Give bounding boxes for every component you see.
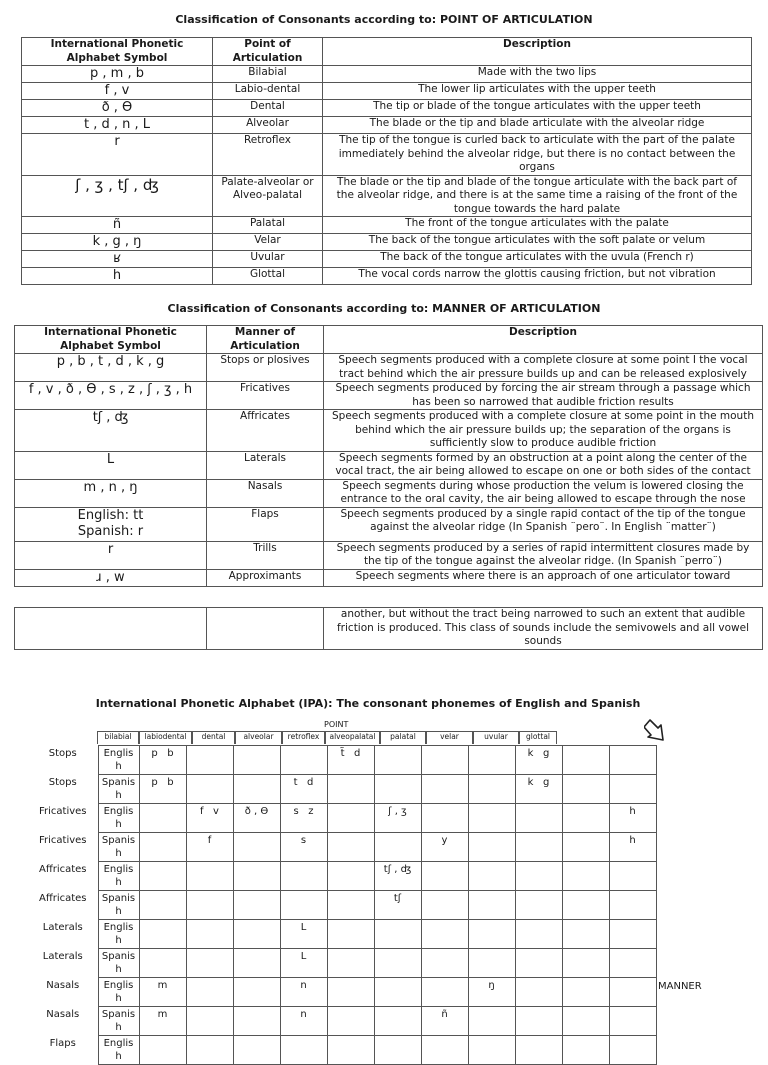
articulation-point: Velar <box>213 234 323 251</box>
ipa-language-cell: English <box>98 920 139 949</box>
ipa-row <box>28 746 656 775</box>
manner-row <box>15 382 763 410</box>
ipa-phoneme-cell <box>374 833 421 862</box>
ipa-phoneme-cell <box>515 862 562 891</box>
ipa-phoneme-cell: p b <box>139 775 186 804</box>
ipa-phoneme-cell <box>233 1036 280 1065</box>
ipa-manner-cell: Affricates <box>38 863 87 875</box>
ipa-phoneme-cell: h <box>609 833 656 862</box>
ipa-phoneme-cell <box>374 775 421 804</box>
ipa-phoneme-cell: f v <box>186 804 233 833</box>
manner-header-manner: Manner of Articulation <box>207 326 324 354</box>
ipa-language-cell: English <box>98 862 139 891</box>
ipa-phoneme-cell <box>139 949 186 978</box>
ipa-phoneme-cell <box>327 1007 374 1036</box>
ipa-phoneme-cell <box>609 1036 656 1065</box>
point-row <box>22 117 752 134</box>
ipa-column-header: glottal <box>519 731 557 744</box>
arrow-down-icon <box>644 718 668 744</box>
ipa-manner-cell: Laterals <box>42 950 83 962</box>
ipa-row <box>28 949 656 978</box>
ipa-phoneme-cell <box>139 920 186 949</box>
ipa-phoneme-cell <box>186 978 233 1007</box>
ipa-phoneme-cell <box>186 1036 233 1065</box>
manner-description: Speech segments produced by a series of rapid intermittent closures made by the tip of the tongue against the alveolar ridge. (In Spanish ¨perro¨) <box>324 541 763 569</box>
ipa-phoneme-cell <box>374 1036 421 1065</box>
ipa-phoneme-cell <box>421 949 468 978</box>
ipa-symbol: f , v <box>22 83 213 100</box>
ipa-phoneme-cell <box>374 1007 421 1036</box>
ipa-row <box>28 862 656 891</box>
ipa-phoneme-cell <box>327 862 374 891</box>
ipa-phoneme-cell <box>468 1036 515 1065</box>
ipa-phoneme-cell <box>374 978 421 1007</box>
ipa-manner-cell: Laterals <box>42 921 83 933</box>
ipa-manner-cell: Stops <box>48 747 77 759</box>
continuation-empty-1 <box>15 608 207 650</box>
ipa-phoneme-cell <box>139 833 186 862</box>
ipa-language-cell: Spanish <box>98 775 139 804</box>
articulation-description: The back of the tongue articulates with the soft palate or velum <box>323 234 752 251</box>
ipa-language-cell: Spanish <box>98 833 139 862</box>
ipa-phoneme-cell <box>233 862 280 891</box>
ipa-phoneme-cell <box>421 978 468 1007</box>
articulation-description: Made with the two lips <box>323 66 752 83</box>
ipa-manner-cell: Stops <box>48 776 77 788</box>
point-table <box>21 37 752 285</box>
manner-description: Speech segments formed by an obstruction at a point along the center of the vocal tract, the air being allowed to escape on one or both sides of the contact <box>324 451 763 479</box>
ipa-phoneme-cell <box>468 804 515 833</box>
ipa-phoneme-cell <box>233 775 280 804</box>
ipa-phoneme-cell: t̃ d <box>327 746 374 775</box>
articulation-point: Uvular <box>213 251 323 268</box>
ipa-phoneme-cell: n <box>280 978 327 1007</box>
ipa-phoneme-cell <box>515 833 562 862</box>
ipa-manner-cell: Nasals <box>46 979 80 991</box>
ipa-language-cell: English <box>98 804 139 833</box>
ipa-phoneme-cell <box>186 891 233 920</box>
articulation-description: The lower lip articulates with the upper teeth <box>323 83 752 100</box>
ipa-phoneme-cell <box>327 949 374 978</box>
ipa-symbol: ʃ , ʒ , tʃ , ʤ <box>22 175 213 217</box>
ipa-row <box>28 920 656 949</box>
ipa-phoneme-cell <box>468 833 515 862</box>
ipa-column-header: bilabial <box>97 731 139 744</box>
ipa-language-cell: Spanish <box>98 949 139 978</box>
ipa-phoneme-cell <box>186 1007 233 1036</box>
articulation-point: Dental <box>213 100 323 117</box>
ipa-phoneme-cell: t d <box>280 775 327 804</box>
articulation-manner: Approximants <box>207 569 324 586</box>
manner-table <box>14 325 763 587</box>
ipa-row <box>28 775 656 804</box>
ipa-phoneme-cell <box>327 1036 374 1065</box>
ipa-phoneme-cell <box>233 920 280 949</box>
ipa-column-header: uvular <box>473 731 519 744</box>
ipa-row <box>28 804 656 833</box>
point-row <box>22 251 752 268</box>
ipa-symbol: r <box>22 134 213 176</box>
ipa-symbol: ɹ , w <box>15 569 207 586</box>
ipa-phoneme-cell: h <box>609 804 656 833</box>
ipa-phoneme-cell <box>515 804 562 833</box>
ipa-phoneme-cell <box>233 746 280 775</box>
ipa-manner-label: MANNER <box>658 981 702 992</box>
ipa-phoneme-cell <box>515 1007 562 1036</box>
point-row <box>22 134 752 176</box>
point-row <box>22 175 752 217</box>
ipa-phoneme-cell: m <box>139 978 186 1007</box>
ipa-phoneme-cell <box>515 1036 562 1065</box>
point-row <box>22 234 752 251</box>
ipa-phoneme-cell <box>468 949 515 978</box>
point-title: Classification of Consonants according to: POINT OF ARTICULATION <box>175 13 593 26</box>
ipa-symbol: p , m , b <box>22 66 213 83</box>
ipa-phoneme-cell: y <box>421 833 468 862</box>
manner-row <box>15 451 763 479</box>
ipa-phoneme-cell <box>186 775 233 804</box>
ipa-point-label: POINT <box>324 720 349 729</box>
ipa-column-header: retroflex <box>282 731 325 744</box>
ipa-phoneme-cell: ð , Ɵ <box>233 804 280 833</box>
ipa-phoneme-cell <box>421 746 468 775</box>
point-row <box>22 66 752 83</box>
point-row <box>22 100 752 117</box>
ipa-phoneme-cell <box>280 891 327 920</box>
articulation-manner: Fricatives <box>207 382 324 410</box>
articulation-description: The front of the tongue articulates with the palate <box>323 217 752 234</box>
ipa-symbol: p , b , t , d , k , g <box>15 354 207 382</box>
articulation-manner: Affricates <box>207 410 324 452</box>
ipa-phoneme-cell <box>327 804 374 833</box>
ipa-phoneme-cell <box>327 775 374 804</box>
manner-description: Speech segments produced with a complete closure at some point I the vocal tract behind which the air pressure builds up and can be released explosively <box>324 354 763 382</box>
ipa-phoneme-cell <box>515 949 562 978</box>
ipa-phoneme-cell <box>374 920 421 949</box>
ipa-phoneme-cell <box>233 833 280 862</box>
ipa-phoneme-cell: L <box>280 949 327 978</box>
manner-continuation-text: another, but without the tract being narrowed to such an extent that audible friction is produced. This class of sounds include the semivowels and all vowel sounds <box>324 608 763 650</box>
ipa-phoneme-cell <box>233 891 280 920</box>
ipa-phoneme-cell <box>186 862 233 891</box>
manner-continuation-table <box>14 607 763 650</box>
ipa-phoneme-cell <box>374 949 421 978</box>
ipa-phoneme-cell <box>233 949 280 978</box>
ipa-phoneme-cell <box>233 1007 280 1036</box>
articulation-point: Labio-dental <box>213 83 323 100</box>
ipa-phoneme-cell <box>233 978 280 1007</box>
ipa-phoneme-cell <box>609 949 656 978</box>
articulation-point: Alveolar <box>213 117 323 134</box>
articulation-manner: Stops or plosives <box>207 354 324 382</box>
point-row <box>22 268 752 285</box>
ipa-phoneme-cell <box>280 746 327 775</box>
articulation-description: The vocal cords narrow the glottis causing friction, but not vibration <box>323 268 752 285</box>
ipa-phoneme-cell <box>327 891 374 920</box>
manner-row <box>15 410 763 452</box>
ipa-phoneme-cell <box>609 746 656 775</box>
ipa-symbol: m , n , ŋ <box>15 479 207 507</box>
ipa-phoneme-cell <box>468 891 515 920</box>
ipa-language-cell: Spanish <box>98 1007 139 1036</box>
ipa-phoneme-cell: m <box>139 1007 186 1036</box>
manner-row <box>15 479 763 507</box>
ipa-phoneme-cell <box>609 891 656 920</box>
ipa-language-cell: English <box>98 978 139 1007</box>
ipa-language-cell: Spanish <box>98 891 139 920</box>
point-header-point: Point of Articulation <box>213 38 323 66</box>
manner-header-description: Description <box>324 326 763 354</box>
ipa-phoneme-cell <box>562 978 609 1007</box>
ipa-phoneme-cell: s <box>280 833 327 862</box>
ipa-phoneme-cell <box>562 746 609 775</box>
ipa-manner-cell: Affricates <box>38 892 87 904</box>
ipa-column-header: dental <box>192 731 235 744</box>
ipa-phoneme-cell <box>186 920 233 949</box>
ipa-phoneme-cell: tʃ <box>374 891 421 920</box>
ipa-phoneme-cell <box>327 833 374 862</box>
ipa-phoneme-cell <box>609 1007 656 1036</box>
ipa-phoneme-cell <box>562 804 609 833</box>
ipa-language-cell: English <box>98 1036 139 1065</box>
ipa-phoneme-cell <box>421 804 468 833</box>
ipa-phoneme-cell: f <box>186 833 233 862</box>
ipa-phoneme-cell <box>421 775 468 804</box>
ipa-phoneme-cell <box>186 949 233 978</box>
articulation-point: Palate-alveolar or Alveo-palatal <box>213 175 323 217</box>
articulation-manner: Nasals <box>207 479 324 507</box>
manner-description: Speech segments produced by a single rapid contact of the tip of the tongue against the alveolar ridge (In Spanish ¨pero¨. In English ¨matter¨) <box>324 507 763 541</box>
ipa-phoneme-cell <box>515 920 562 949</box>
ipa-phoneme-cell <box>468 1007 515 1036</box>
ipa-symbol: English: tt Spanish: r <box>15 507 207 541</box>
articulation-point: Retroflex <box>213 134 323 176</box>
ipa-symbol: ð , Ɵ <box>22 100 213 117</box>
articulation-point: Bilabial <box>213 66 323 83</box>
ipa-phoneme-cell <box>609 978 656 1007</box>
ipa-symbol: t , d , n , L <box>22 117 213 134</box>
continuation-empty-2 <box>207 608 324 650</box>
ipa-symbol: h <box>22 268 213 285</box>
ipa-symbol: k , g , ŋ <box>22 234 213 251</box>
ipa-column-header: velar <box>426 731 473 744</box>
ipa-phoneme-cell <box>468 775 515 804</box>
articulation-description: The tip or blade of the tongue articulates with the upper teeth <box>323 100 752 117</box>
articulation-description: The blade or the tip and blade of the tongue articulate with the back part of the alveolar ridge, and there is at the same time a raising of the front of the tongue towards the hard palate <box>323 175 752 217</box>
articulation-manner: Flaps <box>207 507 324 541</box>
ipa-phoneme-cell: L <box>280 920 327 949</box>
articulation-description: The tip of the tongue is curled back to articulate with the part of the palate immediately behind the alveolar ridge, but there is no contact between the organs <box>323 134 752 176</box>
manner-description: Speech segments produced with a complete closure at some point in the mouth behind which the air pressure builds up; the separation of the organs is sufficiently slow to produce audible friction <box>324 410 763 452</box>
articulation-description: The back of the tongue articulates with the uvula (French r) <box>323 251 752 268</box>
ipa-phoneme-cell: n <box>280 1007 327 1036</box>
ipa-row <box>28 891 656 920</box>
ipa-phoneme-cell <box>562 1036 609 1065</box>
ipa-phoneme-cell <box>421 862 468 891</box>
articulation-manner: Trills <box>207 541 324 569</box>
ipa-row <box>28 1036 656 1065</box>
ipa-phoneme-cell: k g <box>515 746 562 775</box>
ipa-phoneme-cell <box>139 804 186 833</box>
ipa-phoneme-cell: tʃ , ʤ <box>374 862 421 891</box>
point-row <box>22 83 752 100</box>
manner-row <box>15 569 763 586</box>
manner-description: Speech segments during whose production the velum is lowered closing the entrance to the oral cavity, the air being allowed to escape through the nose <box>324 479 763 507</box>
ipa-phoneme-cell <box>280 1036 327 1065</box>
ipa-row <box>28 978 656 1007</box>
ipa-phoneme-cell: ñ <box>421 1007 468 1036</box>
ipa-phoneme-cell <box>562 775 609 804</box>
ipa-phoneme-cell: ʃ , ʒ <box>374 804 421 833</box>
ipa-phoneme-cell <box>374 746 421 775</box>
ipa-phoneme-cell <box>562 862 609 891</box>
manner-row <box>15 541 763 569</box>
ipa-phoneme-cell <box>139 891 186 920</box>
point-header-symbol: International Phonetic Alphabet Symbol <box>22 38 213 66</box>
ipa-table <box>28 745 657 1065</box>
point-header-description: Description <box>323 38 752 66</box>
ipa-phoneme-cell <box>421 1036 468 1065</box>
ipa-phoneme-cell <box>327 978 374 1007</box>
ipa-phoneme-cell <box>139 862 186 891</box>
ipa-row <box>28 1007 656 1036</box>
manner-description: Speech segments produced by forcing the air stream through a passage which has been so narrowed that audible friction results <box>324 382 763 410</box>
ipa-symbol: f , v , ð , Ɵ , s , z , ʃ , ʒ , h <box>15 382 207 410</box>
ipa-phoneme-cell <box>562 891 609 920</box>
manner-header-symbol: International Phonetic Alphabet Symbol <box>15 326 207 354</box>
ipa-symbol: r <box>15 541 207 569</box>
ipa-phoneme-cell <box>468 862 515 891</box>
ipa-manner-cell: Flaps <box>49 1037 76 1049</box>
point-row <box>22 217 752 234</box>
ipa-phoneme-cell <box>515 978 562 1007</box>
articulation-description: The blade or the tip and blade articulate with the alveolar ridge <box>323 117 752 134</box>
ipa-phoneme-cell: p b <box>139 746 186 775</box>
ipa-phoneme-cell <box>562 920 609 949</box>
ipa-symbol: ʁ <box>22 251 213 268</box>
ipa-manner-cell: Nasals <box>46 1008 80 1020</box>
ipa-phoneme-cell <box>609 775 656 804</box>
ipa-symbol: tʃ , ʤ <box>15 410 207 452</box>
articulation-manner: Laterals <box>207 451 324 479</box>
ipa-symbol: L <box>15 451 207 479</box>
ipa-phoneme-cell <box>280 862 327 891</box>
ipa-column-header: alveopalatal <box>325 731 380 744</box>
articulation-point: Palatal <box>213 217 323 234</box>
ipa-column-header: alveolar <box>235 731 282 744</box>
ipa-phoneme-cell <box>139 1036 186 1065</box>
ipa-phoneme-cell <box>421 891 468 920</box>
ipa-phoneme-cell <box>327 920 374 949</box>
ipa-manner-cell: Fricatives <box>38 805 87 817</box>
ipa-phoneme-cell: ŋ <box>468 978 515 1007</box>
ipa-phoneme-cell <box>515 891 562 920</box>
ipa-phoneme-cell <box>562 833 609 862</box>
ipa-manner-cell: Fricatives <box>38 834 87 846</box>
ipa-phoneme-cell <box>468 746 515 775</box>
manner-row <box>15 354 763 382</box>
ipa-phoneme-cell <box>562 949 609 978</box>
articulation-point: Glottal <box>213 268 323 285</box>
ipa-phoneme-cell <box>609 862 656 891</box>
ipa-symbol: ñ <box>22 217 213 234</box>
ipa-phoneme-cell <box>468 920 515 949</box>
ipa-row <box>28 833 656 862</box>
ipa-phoneme-cell: k g <box>515 775 562 804</box>
ipa-column-header: palatal <box>380 731 426 744</box>
ipa-phoneme-cell <box>421 920 468 949</box>
ipa-language-cell: English <box>98 746 139 775</box>
ipa-phoneme-cell <box>609 920 656 949</box>
ipa-phoneme-cell <box>562 1007 609 1036</box>
manner-description: Speech segments where there is an approach of one articulator toward <box>324 569 763 586</box>
manner-title: Classification of Consonants according to: MANNER OF ARTICULATION <box>167 302 601 315</box>
ipa-title: International Phonetic Alphabet (IPA): The consonant phonemes of English and Spanish <box>95 697 641 710</box>
manner-row <box>15 507 763 541</box>
ipa-column-header: labiodental <box>139 731 192 744</box>
ipa-phoneme-cell <box>186 746 233 775</box>
ipa-phoneme-cell: s z <box>280 804 327 833</box>
